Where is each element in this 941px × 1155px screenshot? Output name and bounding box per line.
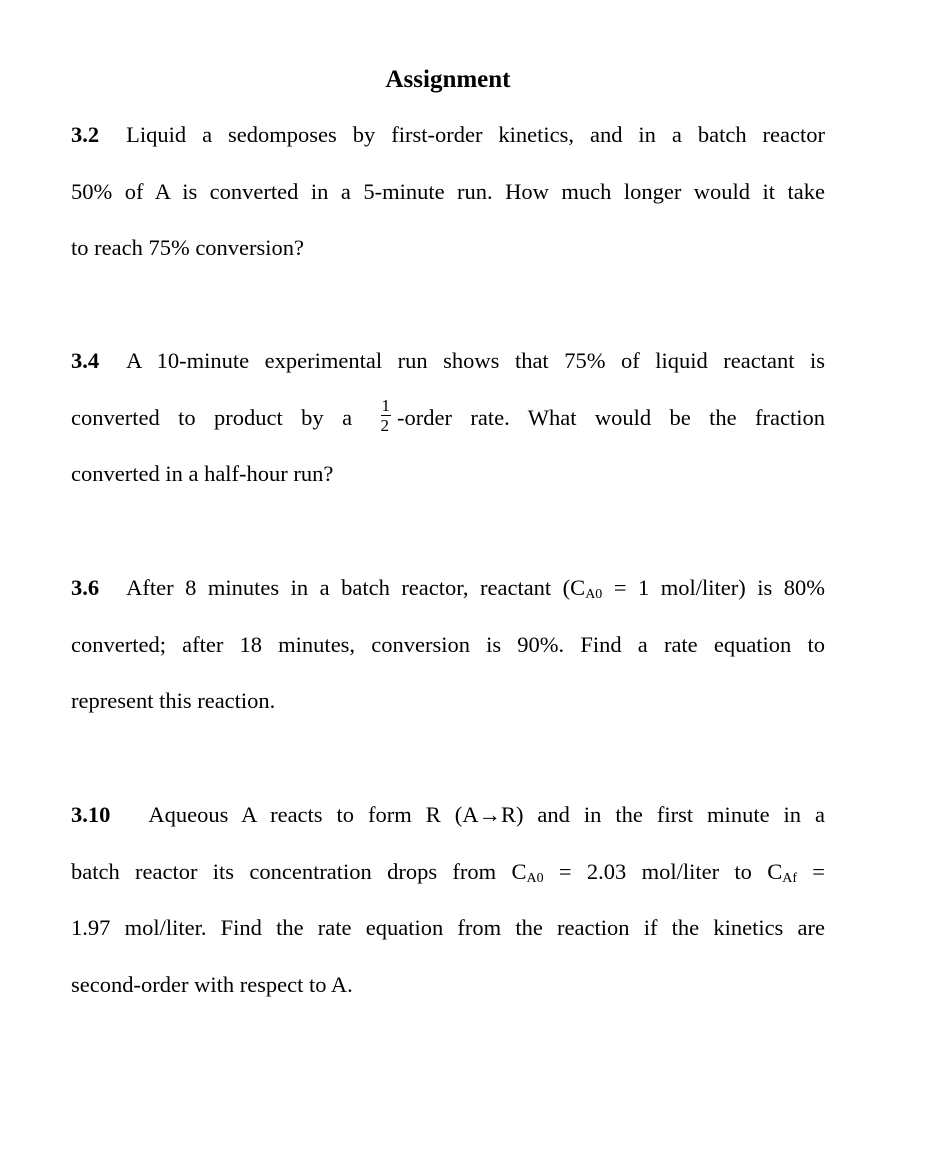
- problem-line: [71, 844, 825, 901]
- problem-text: = 2.03 mol/liter to C: [543, 858, 783, 884]
- subscript: A0: [526, 870, 544, 886]
- problem-number: 3.4: [71, 348, 100, 373]
- problem-line: [71, 957, 825, 1014]
- problem-number: 3.6: [71, 575, 100, 600]
- problem-line: [71, 333, 825, 390]
- problem-line: [71, 560, 825, 617]
- problem-text: = 1 mol/liter) is 80%: [602, 575, 825, 600]
- problem-3-4: [71, 333, 825, 503]
- problem-3-6: [71, 560, 825, 730]
- problem-text: After 8 minutes in a batch reactor, reactant (C: [126, 575, 586, 600]
- fraction-denominator: 2: [380, 415, 389, 435]
- problem-line: [71, 107, 825, 164]
- problem-text: second-order with respect to A.: [71, 971, 353, 997]
- problem-text: A 10-minute experimental run shows that 75% of liquid reactant is: [126, 348, 825, 373]
- problem-text: converted in a half-hour run?: [71, 461, 334, 486]
- problem-number: 3.10: [71, 802, 111, 827]
- problem-3-2: [71, 107, 825, 277]
- problem-line: [71, 446, 825, 503]
- subscript: A0: [585, 587, 603, 602]
- problem-text: represent this reaction.: [71, 688, 276, 713]
- subscript: Af: [782, 870, 797, 886]
- problem-line: [71, 787, 825, 844]
- problem-line: [71, 900, 825, 957]
- problem-text: to reach 75% conversion?: [71, 235, 305, 260]
- problem-text: 50% of A is converted in a 5-minute run. How much longer would it take: [71, 178, 825, 204]
- problem-text: converted to product by a: [71, 404, 353, 430]
- problem-number: 3.2: [71, 122, 100, 147]
- problem-line: [71, 164, 825, 221]
- problem-text: =: [796, 858, 825, 884]
- problem-text: batch reactor its concentration drops from C: [71, 858, 527, 884]
- fraction-numerator: 1: [381, 395, 390, 415]
- problem-text: converted; after 18 minutes, conversion is 90%. Find a rate equation to: [71, 631, 825, 657]
- problem-line: [71, 617, 825, 674]
- problem-line: [71, 220, 825, 277]
- problem-text: Aqueous A reacts to form R (A→R) and in the first minute in a: [148, 802, 825, 827]
- problem-text: Liquid a sedomposes by first-order kinetics, and in a batch reactor: [126, 122, 825, 147]
- problem-line: [71, 390, 825, 447]
- one-half-fraction: [381, 396, 392, 435]
- page-title: Assignment: [385, 66, 511, 93]
- problem-line: [71, 673, 825, 730]
- problem-text: 1.97 mol/liter. Find the rate equation from the reaction if the kinetics are: [71, 915, 825, 940]
- problem-text: -order rate. What would be the fraction: [397, 404, 825, 430]
- problem-3-10: [71, 787, 825, 1013]
